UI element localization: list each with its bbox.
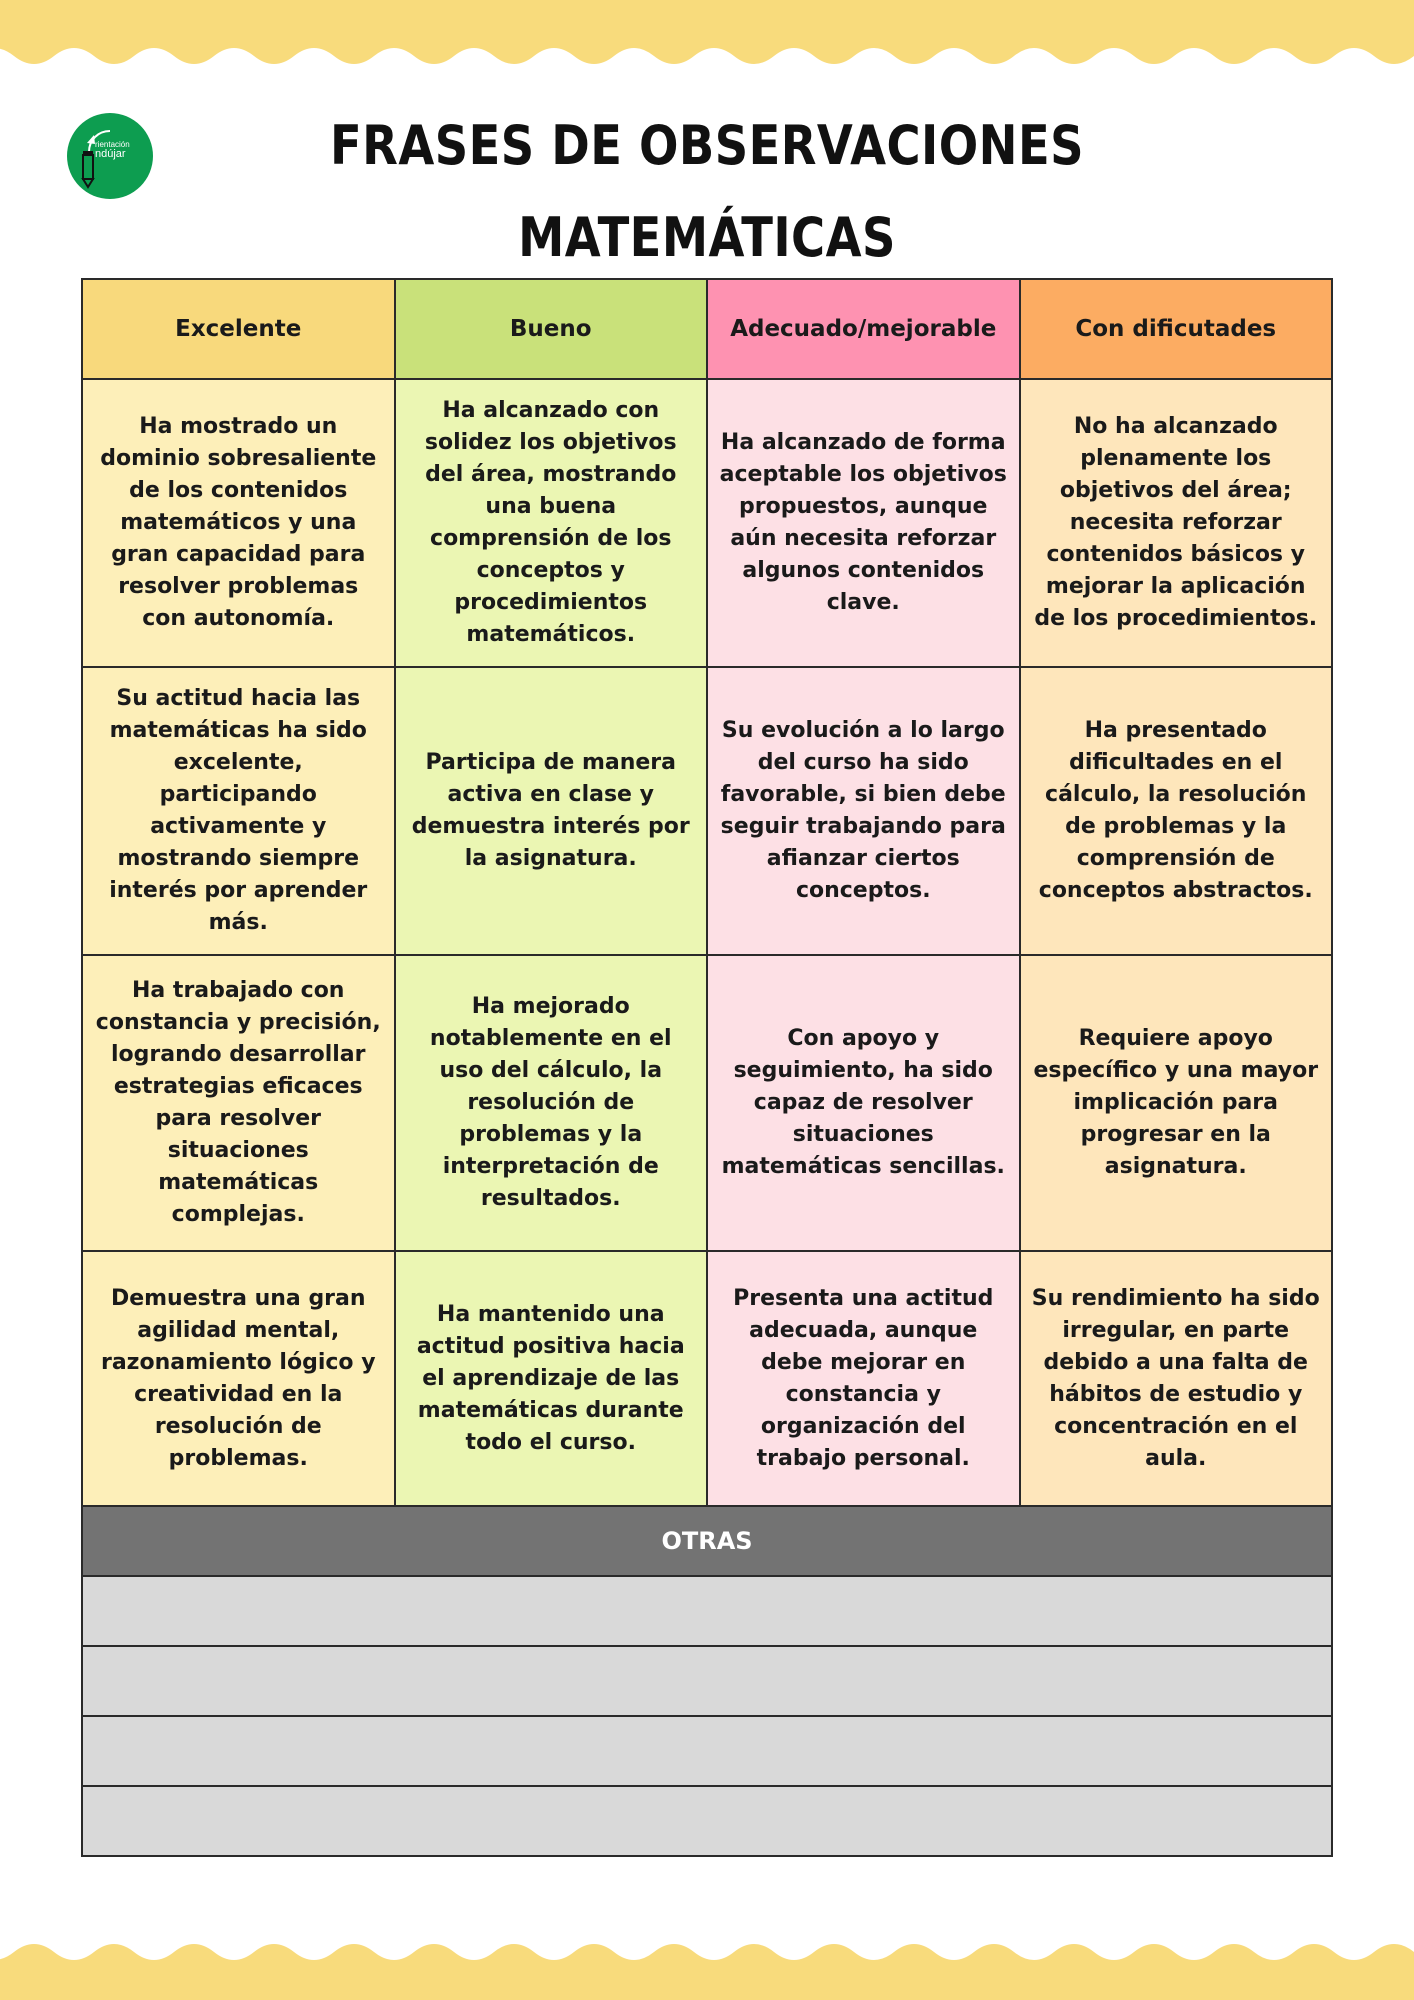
otras-blank-row xyxy=(82,1576,1332,1646)
cell-adecuado: Ha alcanzado de forma aceptable los objetivos propuestos, aunque aún necesita reforzar algunos contenidos clave. xyxy=(707,379,1020,667)
otras-blank-row xyxy=(82,1786,1332,1856)
cell-dificultades: Ha presentado dificultades en el cálculo, la resolución de problemas y la comprensión de conceptos abstractos. xyxy=(1020,667,1333,955)
bottom-wave-decoration xyxy=(0,1938,1414,2000)
cell-dificultades: Su rendimiento ha sido irregular, en parte debido a una falta de hábitos de estudio y concentración en el aula. xyxy=(1020,1251,1333,1506)
logo-text-line1: rientación xyxy=(95,140,130,149)
otras-blank-cell xyxy=(82,1576,1332,1646)
cell-excelente: Ha trabajado con constancia y precisión, logrando desarrollar estrategias eficaces para resolver situaciones matemáticas complejas. xyxy=(82,955,395,1251)
otras-blank-row xyxy=(82,1716,1332,1786)
cell-dificultades: Requiere apoyo específico y una mayor implicación para progresar en la asignatura. xyxy=(1020,955,1333,1251)
cell-adecuado: Su evolución a lo largo del curso ha sido favorable, si bien debe seguir trabajando para afianzar ciertos conceptos. xyxy=(707,667,1020,955)
page-title xyxy=(271,100,1143,284)
cell-dificultades: No ha alcanzado plenamente los objetivos del área; necesita reforzar contenidos básicos y mejorar la aplicación de los procedimientos. xyxy=(1020,379,1333,667)
logo xyxy=(67,113,153,199)
cell-excelente: Demuestra una gran agilidad mental, razonamiento lógico y creatividad en la resolución de problemas. xyxy=(82,1251,395,1506)
cell-bueno: Participa de manera activa en clase y demuestra interés por la asignatura. xyxy=(395,667,708,955)
table-row xyxy=(82,667,1332,955)
header-adecuado-mejorable: Adecuado/mejorable xyxy=(707,279,1020,379)
header-con-dificultades: Con dificutades xyxy=(1020,279,1333,379)
cell-excelente: Ha mostrado un dominio sobresaliente de los contenidos matemáticos y una gran capacidad para resolver problemas con autonomía. xyxy=(82,379,395,667)
otras-blank-cell xyxy=(82,1716,1332,1786)
header-row xyxy=(82,279,1332,379)
otras-blank-row xyxy=(82,1646,1332,1716)
otras-blank-cell xyxy=(82,1646,1332,1716)
table-row xyxy=(82,955,1332,1251)
otras-header-row xyxy=(82,1506,1332,1576)
cell-adecuado: Presenta una actitud adecuada, aunque debe mejorar en constancia y organización del trabajo personal. xyxy=(707,1251,1020,1506)
observations-table xyxy=(81,278,1333,1857)
cell-excelente: Su actitud hacia las matemáticas ha sido excelente, participando activamente y mostrando siempre interés por aprender más. xyxy=(82,667,395,955)
header-excelente: Excelente xyxy=(82,279,395,379)
table-row xyxy=(82,379,1332,667)
header-bueno: Bueno xyxy=(395,279,708,379)
cell-bueno: Ha mantenido una actitud positiva hacia el aprendizaje de las matemáticas durante todo el curso. xyxy=(395,1251,708,1506)
cell-bueno: Ha mejorado notablemente en el uso del cálculo, la resolución de problemas y la interpretación de resultados. xyxy=(395,955,708,1251)
top-wave-decoration xyxy=(0,0,1414,80)
title-line-1: FRASES DE OBSERVACIONES xyxy=(330,114,1084,177)
title-line-2: MATEMÁTICAS xyxy=(518,206,896,269)
table-row xyxy=(82,1251,1332,1506)
otras-blank-cell xyxy=(82,1786,1332,1856)
cell-bueno: Ha alcanzado con solidez los objetivos del área, mostrando una buena comprensión de los conceptos y procedimientos matemáticos. xyxy=(395,379,708,667)
cell-adecuado: Con apoyo y seguimiento, ha sido capaz de resolver situaciones matemáticas sencillas. xyxy=(707,955,1020,1251)
otras-header: OTRAS xyxy=(82,1506,1332,1576)
logo-text-line2: ndújar xyxy=(95,148,126,160)
